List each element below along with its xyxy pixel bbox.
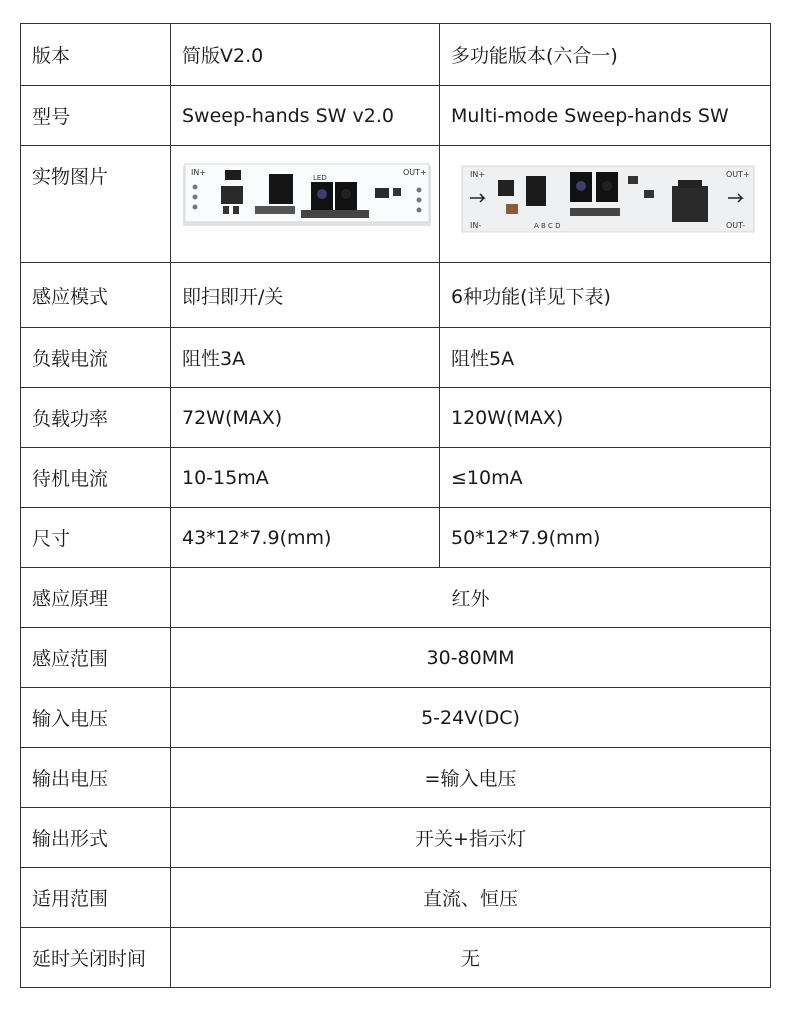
row-label: 待机电流 [21, 448, 171, 508]
basic-version-value: Sweep-hands SW v2.0 [171, 86, 440, 146]
row-label: 感应模式 [21, 263, 171, 328]
transistor-chip [225, 170, 241, 180]
basic-board-photo-cell [171, 146, 440, 263]
table-row [21, 86, 771, 146]
basic-version-value: 即扫即开/关 [171, 263, 440, 328]
board-led-label: LED [313, 174, 327, 182]
row-label: 版本 [21, 24, 171, 86]
via-hole [193, 195, 198, 200]
multi-version-value: 120W(MAX) [440, 388, 771, 448]
table-row [21, 24, 771, 86]
shared-value: 5-24V(DC) [171, 688, 771, 748]
basic-version-value: 43*12*7.9(mm) [171, 508, 440, 568]
multi-board-photo-cell [440, 146, 771, 263]
mcu-chip [526, 176, 546, 206]
multi-board-image [440, 146, 771, 262]
smd-component [393, 188, 401, 196]
ir-lens [602, 181, 612, 191]
table-row [21, 328, 771, 388]
table-row [21, 808, 771, 868]
multi-version-value: Multi-mode Sweep-hands SW [440, 86, 771, 146]
table-row [21, 748, 771, 808]
smd-component [628, 176, 638, 184]
ir-lens [576, 181, 586, 191]
shared-value: 红外 [171, 568, 771, 628]
row-label: 感应范围 [21, 628, 171, 688]
row-label: 负载电流 [21, 328, 171, 388]
multi-version-value: ≤10mA [440, 448, 771, 508]
mosfet-chip [672, 186, 708, 222]
mosfet-tab [678, 180, 702, 188]
jumper-pad [506, 204, 518, 214]
table-row [21, 146, 771, 263]
board-in-plus-label: IN+ [470, 170, 486, 179]
ir-lens [317, 189, 327, 199]
jumper-letters: A B C D [534, 222, 561, 230]
multi-version-value: 50*12*7.9(mm) [440, 508, 771, 568]
smd-component [644, 190, 654, 198]
regulator-chip [221, 186, 243, 204]
row-label: 负载功率 [21, 388, 171, 448]
basic-version-value: 简版V2.0 [171, 24, 440, 86]
smd-resistor [223, 206, 229, 214]
multi-version-value: 6种功能(详见下表) [440, 263, 771, 328]
via-hole [193, 185, 198, 190]
row-label: 输出电压 [21, 748, 171, 808]
via-hole [417, 188, 422, 193]
row-label: 感应原理 [21, 568, 171, 628]
row-label: 型号 [21, 86, 171, 146]
table-row [21, 388, 771, 448]
multi-version-value: 阻性5A [440, 328, 771, 388]
smd-resistor-row [570, 208, 620, 216]
table-row [21, 868, 771, 928]
row-label: 尺寸 [21, 508, 171, 568]
shared-value: =输入电压 [171, 748, 771, 808]
board-out-label: OUT+ [403, 168, 427, 177]
table-row [21, 568, 771, 628]
table-row [21, 688, 771, 748]
board-out-minus-label: OUT- [726, 221, 746, 230]
smd-resistor-row [255, 206, 295, 214]
row-label: 适用范围 [21, 868, 171, 928]
ir-lens [341, 189, 351, 199]
shared-value: 开关+指示灯 [171, 808, 771, 868]
shared-value: 30-80MM [171, 628, 771, 688]
row-label: 延时关闭时间 [21, 928, 171, 988]
transistor-chip [498, 180, 514, 196]
multi-version-value: 多功能版本(六合一) [440, 24, 771, 86]
basic-version-value: 72W(MAX) [171, 388, 440, 448]
mcu-chip [269, 174, 293, 204]
table-row [21, 448, 771, 508]
row-label: 实物图片 [21, 146, 171, 263]
smd-component [375, 188, 389, 198]
shared-value: 直流、恒压 [171, 868, 771, 928]
board-in-label: IN+ [191, 168, 207, 177]
row-label: 输入电压 [21, 688, 171, 748]
table-row [21, 628, 771, 688]
table-row [21, 263, 771, 328]
shared-value: 无 [171, 928, 771, 988]
basic-version-value: 10-15mA [171, 448, 440, 508]
spec-table [20, 23, 771, 988]
table-row [21, 508, 771, 568]
basic-board-image [171, 146, 440, 262]
smd-resistor [233, 206, 239, 214]
via-hole [417, 208, 422, 213]
basic-version-value: 阻性3A [171, 328, 440, 388]
board-in-minus-label: IN- [470, 221, 482, 230]
row-label: 输出形式 [21, 808, 171, 868]
board-out-plus-label: OUT+ [726, 170, 750, 179]
table-row [21, 928, 771, 988]
via-hole [417, 198, 422, 203]
smd-resistor-row [301, 210, 369, 218]
via-hole [193, 205, 198, 210]
